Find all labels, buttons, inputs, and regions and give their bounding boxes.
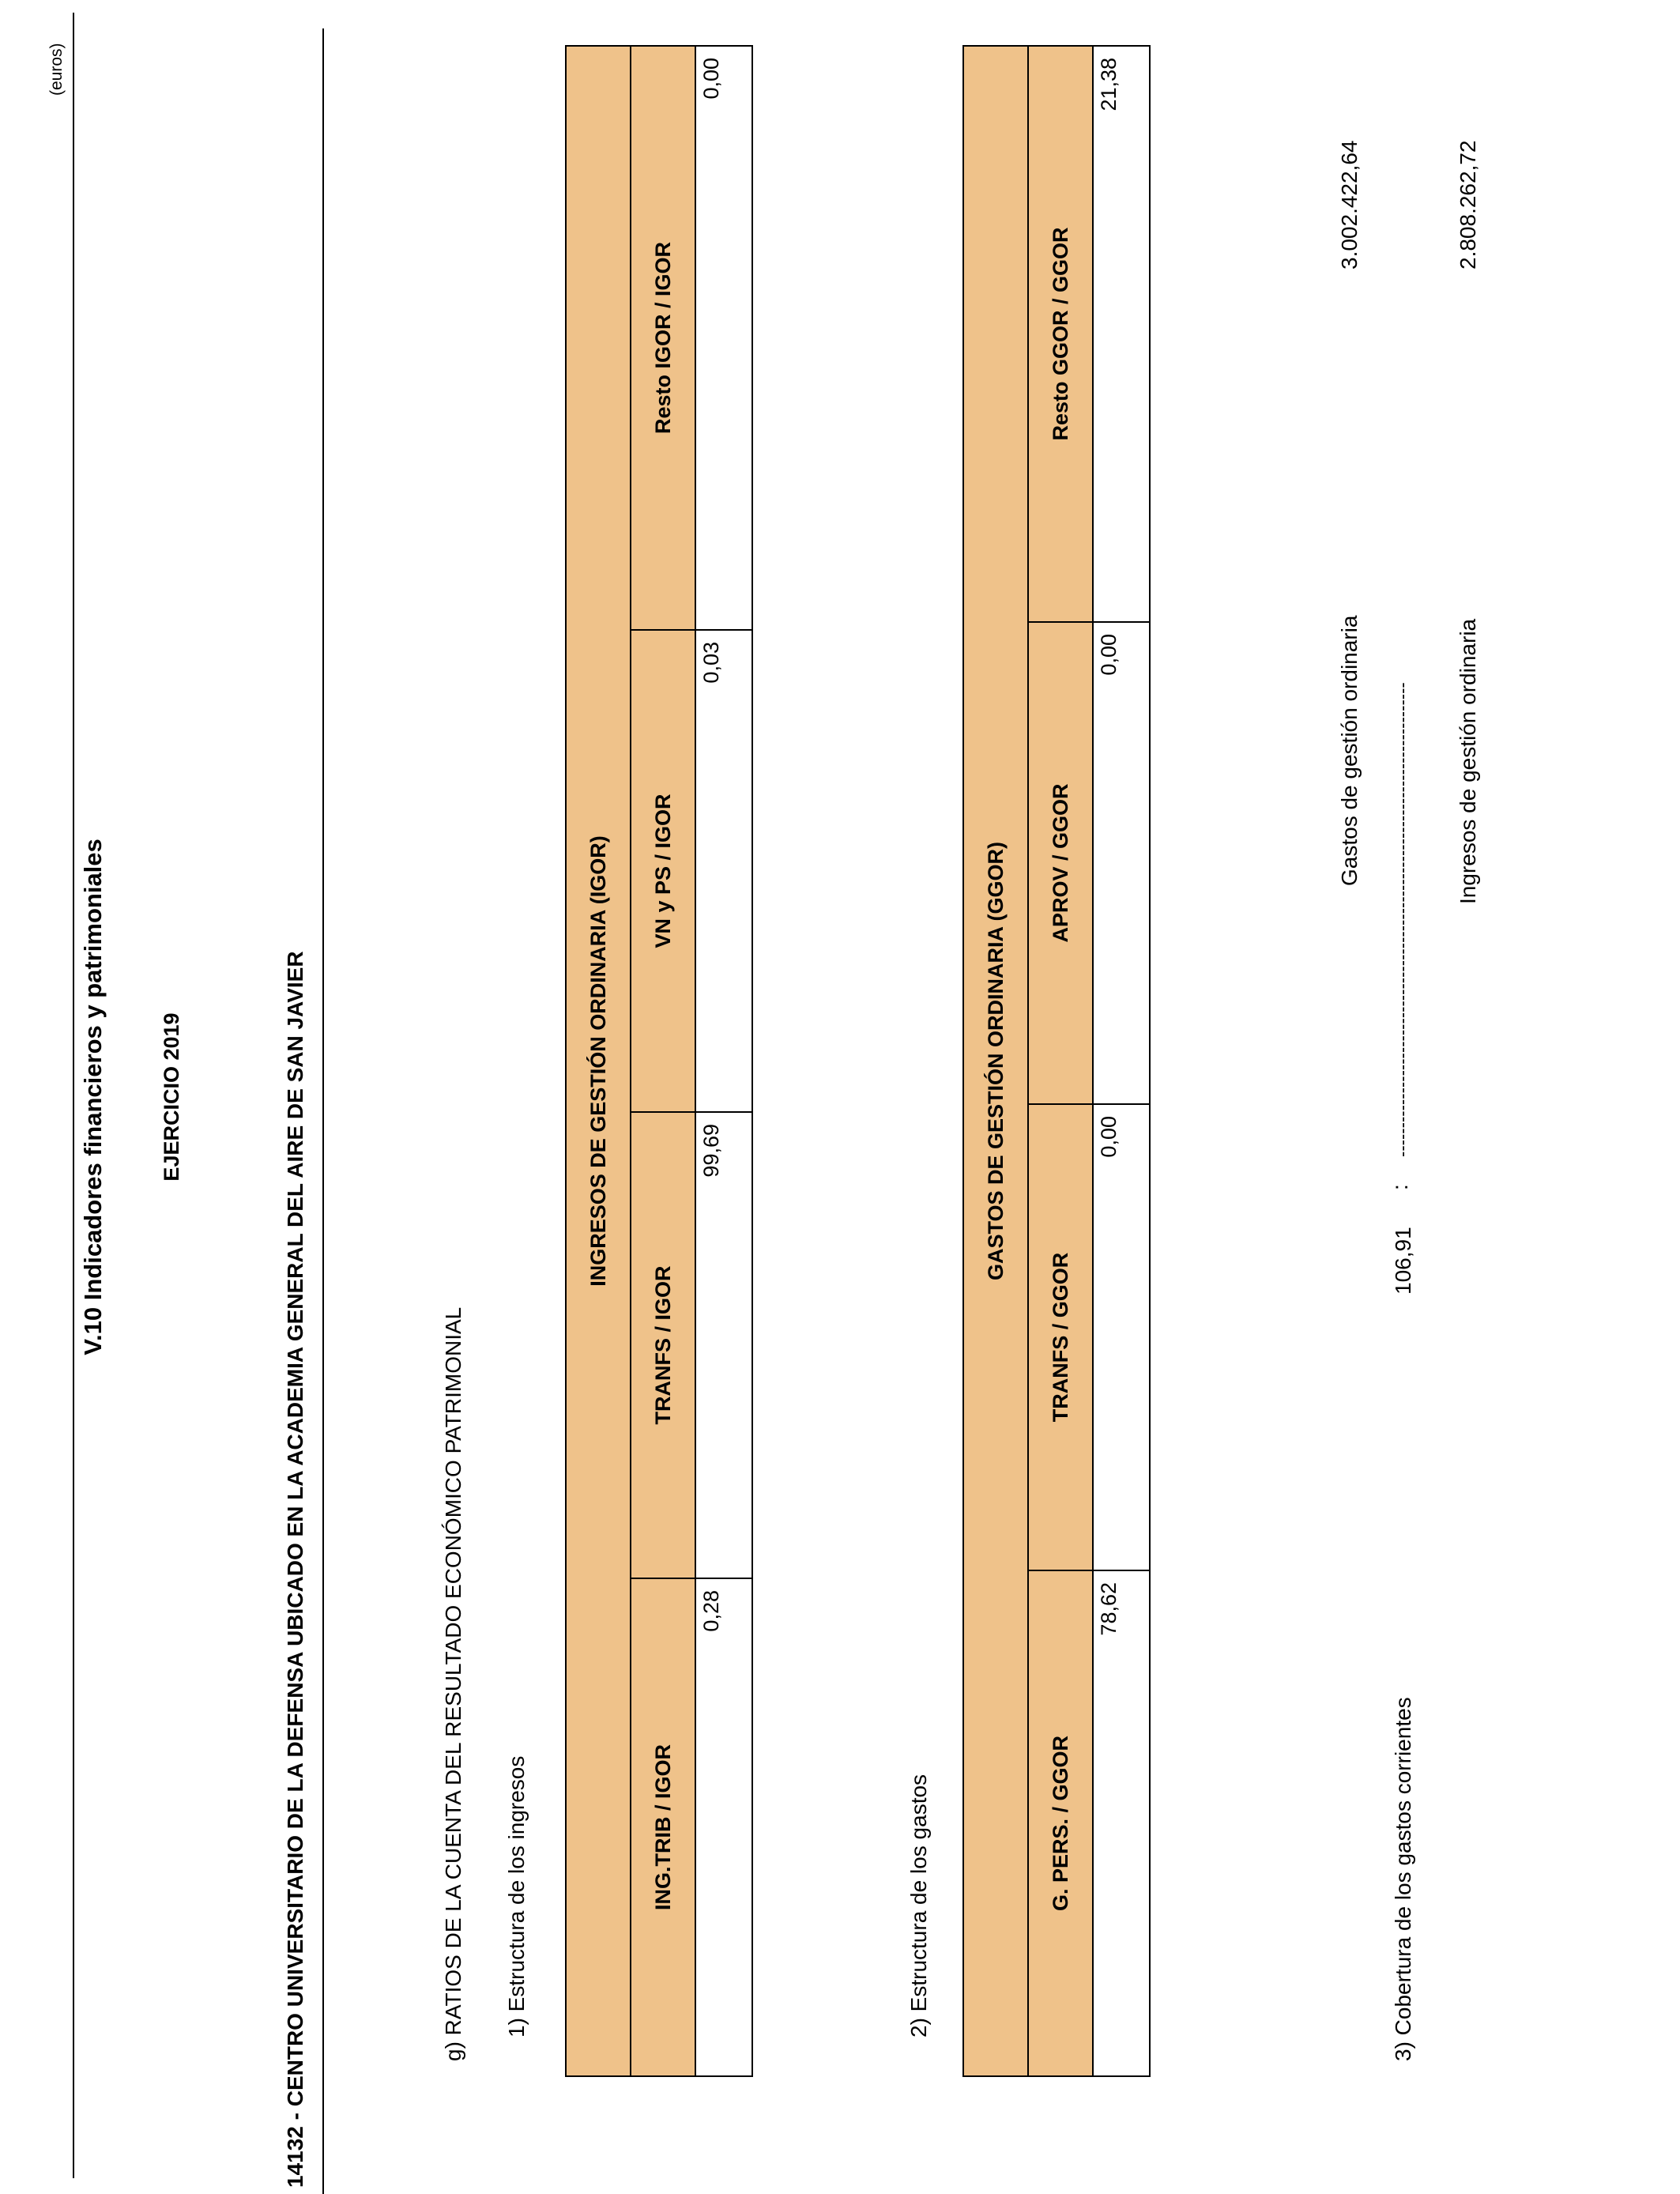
expense-col-header-tranfs: TRANFS / GGOR (1028, 1104, 1093, 1570)
expense-col-header-g-pers: G. PERS. / GGOR (1028, 1570, 1093, 2076)
header-top-rule (73, 13, 74, 2178)
income-col-header-tranfs: TRANFS / IGOR (631, 1112, 695, 1578)
section-g-title: g) RATIOS DE LA CUENTA DEL RESULTADO ECONÓMICO PATRIMONIAL (441, 1306, 465, 2061)
entity-title: 14132 - CENTRO UNIVERSITARIO DE LA DEFENSA UBICADO EN LA ACADEMIA GENERAL DEL AIRE DE SAN JAVIER (283, 951, 307, 2188)
expense-col-header-aprov: APROV / GGOR (1028, 622, 1093, 1104)
income-col-header-ing-trib: ING.TRIB / IGOR (631, 1578, 695, 2076)
expense-value-tranfs: 0,00 (1093, 1104, 1150, 1570)
coverage-value: 106,91 (1391, 1227, 1415, 1295)
income-structure-table (565, 45, 753, 2077)
expense-value-g-pers: 78,62 (1093, 1570, 1150, 2076)
expense-structure-label: 2) Estructura de los gastos (906, 1774, 931, 2038)
coverage-denominator-label: Ingresos de gestión ordinaria (1456, 618, 1480, 904)
expense-col-header-resto: Resto GGOR / GGOR (1028, 46, 1093, 622)
table-row (1093, 46, 1150, 2076)
currency-note: (euros) (47, 43, 66, 96)
expense-structure-table (962, 45, 1151, 2077)
income-structure-label: 1) Estructura de los ingresos (504, 1755, 529, 2038)
report-title: V.10 Indicadores financieros y patrimoniales (79, 839, 107, 1355)
exercise-year: EJERCICIO 2019 (160, 1012, 183, 1182)
coverage-fraction-line: ---------------------------------------------------------------------------------- (1392, 682, 1412, 1157)
coverage-numerator-label: Gastos de gestión ordinaria (1337, 615, 1362, 886)
coverage-numerator-value: 3.002.422,64 (1337, 140, 1362, 270)
expense-group-header: GASTOS DE GESTIÓN ORDINARIA (GGOR) (963, 46, 1028, 2076)
coverage-separator: : (1388, 1184, 1412, 1190)
income-group-header: INGRESOS DE GESTIÓN ORDINARIA (IGOR) (566, 46, 631, 2076)
income-value-ing-trib: 0,28 (695, 1578, 752, 2076)
expense-value-resto: 21,38 (1093, 46, 1150, 622)
income-col-header-resto: Resto IGOR / IGOR (631, 46, 695, 630)
coverage-label: 3) Cobertura de los gastos corrientes (1391, 1697, 1415, 2061)
income-value-tranfs: 99,69 (695, 1112, 752, 1578)
expense-value-aprov: 0,00 (1093, 622, 1150, 1104)
table-row (695, 46, 752, 2076)
coverage-denominator-value: 2.808.262,72 (1456, 140, 1480, 270)
income-value-resto: 0,00 (695, 46, 752, 630)
income-col-header-vn-ps: VN y PS / IGOR (631, 630, 695, 1112)
income-value-vn-ps: 0,03 (695, 630, 752, 1112)
entity-rule (322, 28, 324, 2194)
